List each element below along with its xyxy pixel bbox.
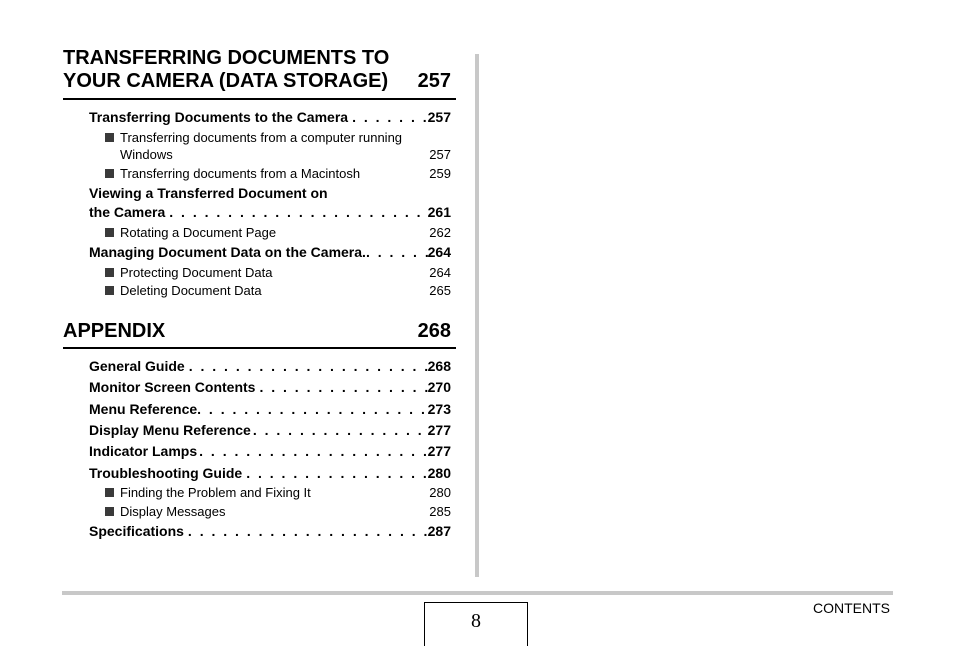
toc-entry-label: Monitor Screen Contents bbox=[89, 379, 256, 395]
leader-dots bbox=[366, 243, 428, 261]
toc-entry-page: 268 bbox=[427, 358, 451, 374]
square-bullet-icon bbox=[105, 169, 114, 178]
toc-entry-page: 264 bbox=[427, 244, 451, 260]
toc-entry-label: Transferring Documents to the Camera bbox=[89, 109, 349, 125]
toc-subentry-label: Protecting Document Data bbox=[120, 265, 273, 280]
toc-entry-label: the Camera bbox=[89, 204, 166, 220]
square-bullet-icon bbox=[105, 488, 114, 497]
toc-subentry-label: Transferring documents from a Macintosh bbox=[120, 166, 361, 181]
leader-dots bbox=[197, 400, 427, 418]
toc-entry-troubleshooting-guide[interactable] bbox=[89, 464, 451, 482]
square-bullet-icon bbox=[105, 133, 114, 142]
toc-subentry-page: 280 bbox=[429, 485, 451, 500]
toc-entry-page: 273 bbox=[427, 401, 451, 417]
toc-entry-display-menu-reference[interactable] bbox=[89, 421, 451, 439]
toc-subentry-label: Rotating a Document Page bbox=[120, 225, 277, 240]
toc-subentry-from-macintosh[interactable] bbox=[105, 165, 451, 182]
toc-entry-label: Indicator Lamps bbox=[89, 443, 198, 459]
square-bullet-icon bbox=[105, 228, 114, 237]
toc-entry-label: Menu Reference bbox=[89, 401, 198, 417]
toc-entry-page: 277 bbox=[427, 422, 451, 438]
toc-entry-indicator-lamps[interactable] bbox=[89, 442, 451, 460]
toc-entry-label: Troubleshooting Guide bbox=[89, 465, 243, 481]
toc-entry-page: 287 bbox=[427, 523, 451, 539]
leader-dots bbox=[184, 522, 428, 540]
square-bullet-icon bbox=[105, 507, 114, 516]
toc-entry-transferring-documents[interactable] bbox=[89, 108, 451, 126]
toc-subentry-protecting-data[interactable] bbox=[105, 264, 451, 281]
toc-subentry-finding-problem[interactable] bbox=[105, 484, 451, 501]
section-page-number[interactable]: 268 bbox=[417, 320, 451, 342]
toc-entry-page: 277 bbox=[427, 443, 451, 459]
toc-entry-viewing-document[interactable] bbox=[89, 203, 451, 221]
toc-subentry-display-messages[interactable] bbox=[105, 503, 451, 520]
toc-subentry-label: Display Messages bbox=[120, 504, 226, 519]
leader-dots bbox=[185, 357, 428, 375]
toc-entry-viewing-document-line1[interactable]: Viewing a Transferred Document on bbox=[89, 185, 328, 201]
section-page-number[interactable]: 257 bbox=[417, 70, 451, 92]
toc-entry-specifications[interactable] bbox=[89, 522, 451, 540]
toc-subentry-deleting-data[interactable] bbox=[105, 282, 451, 299]
section-title-line1: TRANSFERRING DOCUMENTS TO bbox=[63, 47, 390, 69]
section-title-appendix bbox=[63, 320, 451, 343]
toc-subentry-page: 285 bbox=[429, 504, 451, 519]
section-title-line2: YOUR CAMERA (DATA STORAGE) bbox=[63, 70, 389, 92]
section-title-text: APPENDIX bbox=[63, 320, 166, 342]
toc-entry-general-guide[interactable] bbox=[89, 357, 451, 375]
toc-entry-page: 280 bbox=[427, 465, 451, 481]
contents-link[interactable]: CONTENTS bbox=[813, 600, 890, 616]
leader-dots bbox=[251, 421, 428, 439]
toc-entry-label: Specifications bbox=[89, 523, 184, 539]
toc-entry-label: Display Menu Reference bbox=[89, 422, 251, 438]
toc-subentry-page: 257 bbox=[429, 147, 451, 162]
toc-subentry-page: 262 bbox=[429, 225, 451, 240]
toc-entry-page: 270 bbox=[427, 379, 451, 395]
toc-subentry-from-windows[interactable] bbox=[105, 129, 451, 163]
toc-subentry-rotating-page[interactable] bbox=[105, 224, 451, 241]
page-number: 8 bbox=[471, 610, 481, 632]
toc-entry-managing-document-data[interactable] bbox=[89, 243, 451, 261]
column-divider bbox=[475, 54, 479, 577]
leader-dots bbox=[197, 442, 428, 460]
section-rule bbox=[63, 347, 456, 349]
toc-subentry-label-cont: Windows bbox=[120, 147, 173, 162]
footer-rule bbox=[62, 591, 893, 595]
toc-subentry-page: 264 bbox=[429, 265, 451, 280]
toc-entry-label: Managing Document Data on the Camera. bbox=[89, 244, 366, 260]
toc-entry-label: General Guide bbox=[89, 358, 185, 374]
section-rule bbox=[63, 98, 456, 100]
square-bullet-icon bbox=[105, 286, 114, 295]
toc-subentry-page: 265 bbox=[429, 283, 451, 298]
section-title-data-storage bbox=[63, 47, 451, 93]
page-number-box bbox=[424, 602, 528, 646]
toc-subentry-label: Finding the Problem and Fixing It bbox=[120, 485, 311, 500]
leader-dots bbox=[255, 378, 427, 396]
toc-subentry-page: 259 bbox=[429, 166, 451, 181]
toc-entry-monitor-screen-contents[interactable] bbox=[89, 378, 451, 396]
toc-entry-menu-reference[interactable] bbox=[89, 400, 451, 418]
leader-dots bbox=[348, 108, 428, 126]
toc-entry-page: 261 bbox=[427, 204, 451, 220]
leader-dots bbox=[165, 203, 427, 221]
toc-subentry-label: Deleting Document Data bbox=[120, 283, 262, 298]
square-bullet-icon bbox=[105, 268, 114, 277]
toc-subentry-label: Transferring documents from a computer running bbox=[120, 130, 403, 145]
toc-entry-page: 257 bbox=[427, 109, 451, 125]
leader-dots bbox=[242, 464, 427, 482]
